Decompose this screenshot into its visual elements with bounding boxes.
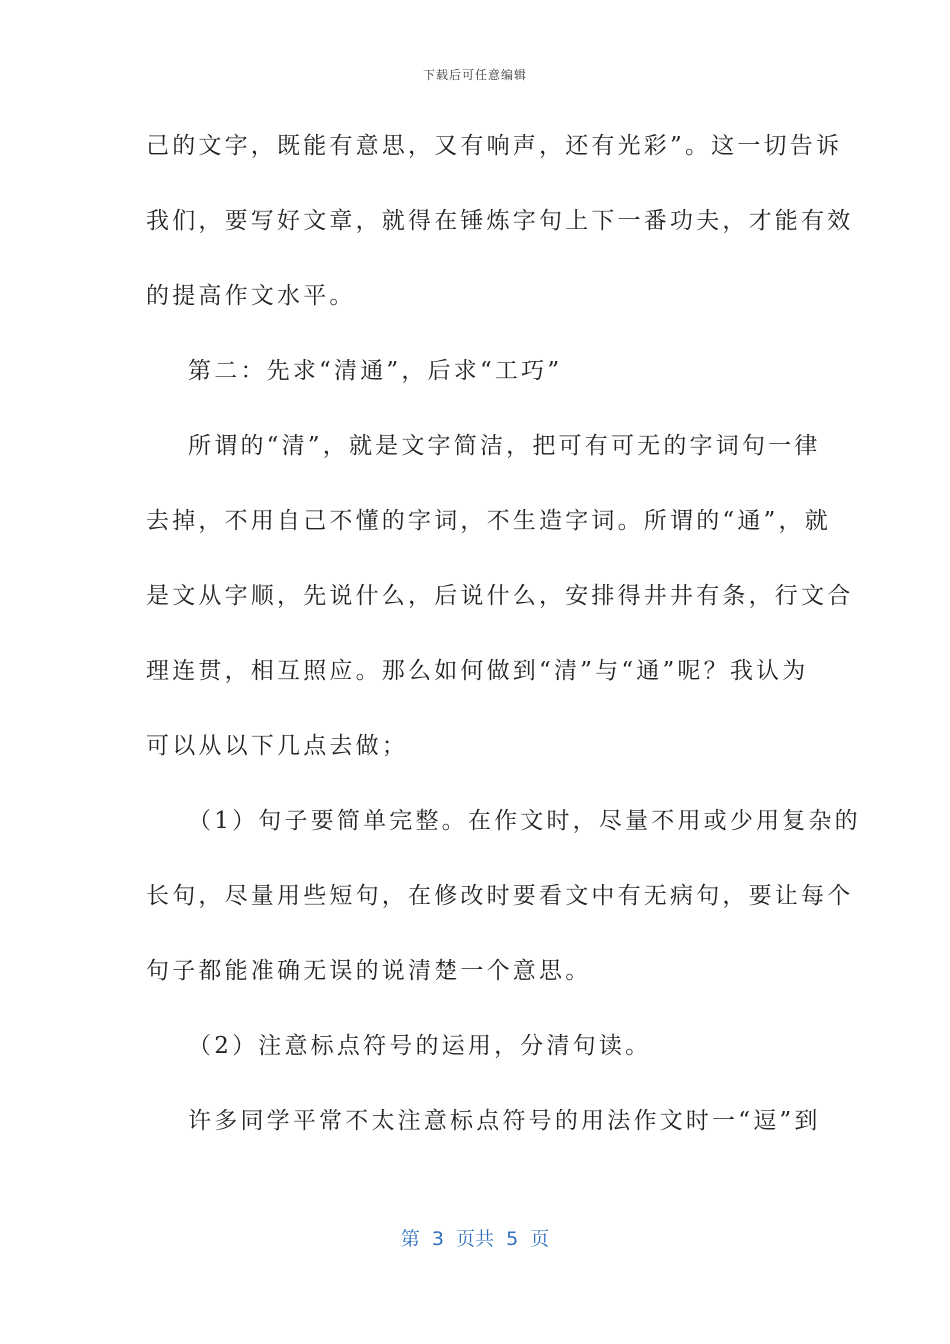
text-line-12: 句子都能准确无误的说清楚一个意思。 [146, 958, 592, 984]
text-line-10: （1）句子要简单完整。在作文时，尽量不用或少用复杂的 [146, 808, 861, 834]
text-line-1: 己的文字，既能有意思，又有响声，还有光彩”。这一切告诉 [146, 133, 843, 159]
text-line-11: 长句，尽量用些短句，在修改时要看文中有无病句，要让每个 [146, 883, 854, 909]
page-header: 下载后可任意编辑 [422, 68, 527, 82]
section-heading: 第二：先求“清通”，后求“工巧” [146, 358, 563, 384]
text-line-5: 所谓的“清”，就是文字简洁，把可有可无的字词句一律 [146, 433, 821, 459]
text-line-6: 去掉，不用自己不懂的字词，不生造字词。所谓的“通”，就 [146, 508, 831, 534]
text-line-9: 可以从以下几点去做； [146, 733, 408, 759]
text-line-14: 许多同学平常不太注意标点符号的用法作文时一“逗”到 [146, 1108, 821, 1134]
text-line-13: （2）注意标点符号的运用，分清句读。 [146, 1033, 652, 1059]
text-line-2: 我们，要写好文章，就得在锤炼字句上下一番功夫，才能有效 [146, 208, 854, 234]
text-line-8: 理连贯，相互照应。那么如何做到“清”与“通”呢？我认为 [146, 658, 809, 684]
document-body [146, 118, 861, 1168]
text-line-7: 是文从字顺，先说什么，后说什么，安排得井井有条，行文合 [146, 583, 854, 609]
page-number: 第 3 页共 5 页 [400, 1228, 550, 1250]
text-line-3: 的提高作文水平。 [146, 283, 356, 309]
